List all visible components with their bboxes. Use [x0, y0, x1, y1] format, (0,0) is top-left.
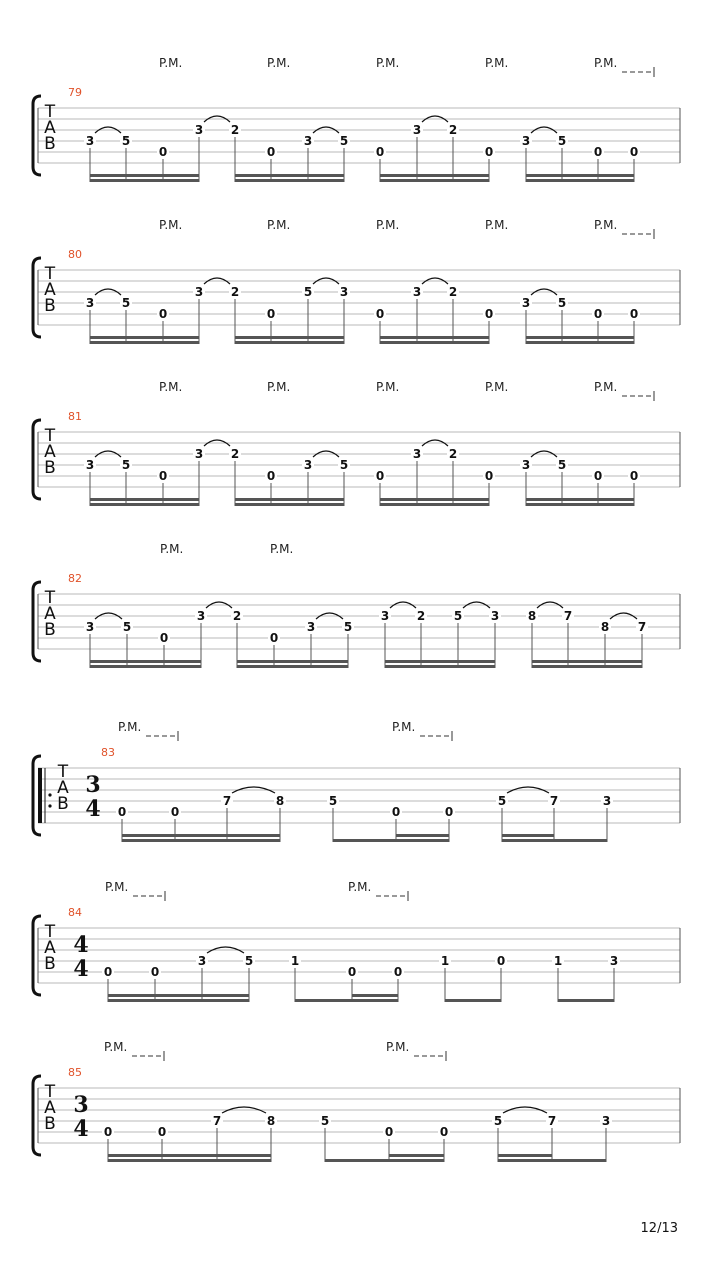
fret-number: 0 [158, 145, 168, 159]
beam-secondary [380, 336, 489, 339]
fret-number: 2 [448, 447, 458, 461]
beam-secondary [235, 336, 344, 339]
fret-number: 5 [121, 134, 131, 148]
fret-number: 2 [416, 609, 426, 623]
fret-number: 0 [266, 145, 276, 159]
beam-secondary [526, 174, 634, 177]
fret-number: 8 [527, 609, 537, 623]
palm-mute-label: P.M. [270, 542, 294, 556]
beam [235, 341, 344, 344]
repeat-bar-thick [38, 768, 42, 823]
fret-number: 5 [493, 1114, 503, 1128]
fret-number: 7 [549, 794, 559, 808]
palm-mute-label: P.M. [159, 218, 183, 232]
fret-number: 0 [103, 1125, 113, 1139]
fret-number: 5 [122, 620, 132, 634]
fret-number: 3 [601, 1114, 611, 1128]
beam-secondary [90, 660, 201, 663]
fret-number: 0 [170, 805, 180, 819]
measure-number: 84 [68, 906, 82, 919]
fret-number: 3 [412, 447, 422, 461]
fret-number: 3 [609, 954, 619, 968]
measure-number: 79 [68, 86, 82, 99]
tab-clef-letter: A [44, 442, 56, 462]
fret-number: 3 [194, 447, 204, 461]
beam [90, 665, 201, 668]
fret-number: 0 [117, 805, 127, 819]
time-signature-top: 3 [73, 1092, 89, 1118]
beam [235, 179, 344, 182]
tab-clef-letter: T [44, 102, 56, 122]
palm-mute-label: P.M. [376, 218, 400, 232]
beam [237, 665, 348, 668]
fret-number: 5 [328, 794, 338, 808]
beam [108, 1159, 271, 1162]
tab-clef-letter: A [44, 1098, 56, 1118]
palm-mute-label: P.M. [104, 1040, 128, 1054]
fret-number: 0 [439, 1125, 449, 1139]
beam [526, 179, 634, 182]
fret-number: 0 [629, 469, 639, 483]
tab-clef-letter: A [44, 118, 56, 138]
fret-number: 5 [339, 458, 349, 472]
beam [122, 839, 280, 842]
fret-number: 7 [212, 1114, 222, 1128]
tab-system [0, 714, 720, 854]
fret-number: 7 [637, 620, 647, 634]
repeat-dot [48, 804, 51, 807]
measure-number: 85 [68, 1066, 82, 1079]
fret-number: 1 [290, 954, 300, 968]
fret-number: 0 [347, 965, 357, 979]
beam-secondary [526, 498, 634, 501]
palm-mute-label: P.M. [485, 56, 509, 70]
beam [235, 503, 344, 506]
beam [532, 665, 642, 668]
fret-number: 0 [629, 145, 639, 159]
palm-mute-label: P.M. [160, 542, 184, 556]
beam-secondary [389, 1154, 444, 1157]
palm-mute-label: P.M. [159, 380, 183, 394]
time-signature-bottom: 4 [85, 796, 101, 822]
fret-number: 3 [412, 285, 422, 299]
fret-number: 1 [440, 954, 450, 968]
palm-mute-label: P.M. [267, 56, 291, 70]
beam-secondary [498, 1154, 552, 1157]
fret-number: 0 [384, 1125, 394, 1139]
fret-number: 0 [158, 307, 168, 321]
measure-number: 82 [68, 572, 82, 585]
beam [380, 341, 489, 344]
beam-secondary [235, 174, 344, 177]
fret-number: 1 [553, 954, 563, 968]
time-signature-bottom: 4 [73, 1116, 89, 1142]
fret-number: 0 [496, 954, 506, 968]
palm-mute-label: P.M. [267, 380, 291, 394]
beam-secondary [90, 336, 199, 339]
tab-staff [0, 212, 720, 352]
beam-secondary [396, 834, 449, 837]
fret-number: 3 [412, 123, 422, 137]
fret-number: 5 [303, 285, 313, 299]
fret-number: 3 [196, 609, 206, 623]
fret-number: 3 [490, 609, 500, 623]
fret-number: 2 [230, 447, 240, 461]
fret-number: 0 [593, 145, 603, 159]
palm-mute-label: P.M. [348, 880, 372, 894]
beam-secondary [380, 174, 489, 177]
beam [502, 839, 607, 842]
fret-number: 3 [306, 620, 316, 634]
measure-number: 81 [68, 410, 82, 423]
page-number: 12/13 [640, 1221, 678, 1236]
fret-number: 0 [393, 965, 403, 979]
tab-clef-letter: B [44, 620, 56, 640]
palm-mute-label: P.M. [386, 1040, 410, 1054]
fret-number: 0 [150, 965, 160, 979]
time-signature-top: 4 [73, 932, 89, 958]
time-signature-top: 3 [85, 772, 101, 798]
tab-staff [0, 374, 720, 514]
fret-number: 8 [275, 794, 285, 808]
beam-secondary [380, 498, 489, 501]
beam-secondary [532, 660, 642, 663]
beam-secondary [90, 498, 199, 501]
beam-secondary [122, 834, 280, 837]
fret-number: 3 [380, 609, 390, 623]
tab-staff [0, 714, 720, 854]
fret-number: 5 [497, 794, 507, 808]
beam [380, 179, 489, 182]
fret-number: 3 [85, 296, 95, 310]
fret-number: 5 [339, 134, 349, 148]
fret-number: 2 [230, 285, 240, 299]
beam-secondary [385, 660, 495, 663]
tab-clef-letter: T [44, 588, 56, 608]
fret-number: 3 [85, 458, 95, 472]
fret-number: 0 [375, 469, 385, 483]
tab-staff [0, 874, 720, 1014]
beam-secondary [108, 994, 249, 997]
palm-mute-label: P.M. [159, 56, 183, 70]
fret-number: 0 [593, 307, 603, 321]
fret-number: 7 [547, 1114, 557, 1128]
tab-clef-letter: A [44, 938, 56, 958]
fret-number: 2 [448, 285, 458, 299]
tab-system [0, 50, 720, 190]
palm-mute-label: P.M. [594, 218, 618, 232]
tab-system [0, 536, 720, 676]
beam [333, 839, 449, 842]
repeat-dot [48, 793, 51, 796]
beam-secondary [502, 834, 554, 837]
beam-secondary [235, 498, 344, 501]
tab-clef-letter: B [44, 954, 56, 974]
palm-mute-label: P.M. [267, 218, 291, 232]
beam [380, 503, 489, 506]
palm-mute-label: P.M. [594, 380, 618, 394]
tab-clef-letter: T [57, 762, 69, 782]
fret-number: 0 [158, 469, 168, 483]
time-signature-bottom: 4 [73, 956, 89, 982]
beam-secondary [90, 174, 199, 177]
tab-clef-letter: T [44, 1082, 56, 1102]
fret-number: 3 [194, 123, 204, 137]
beam [295, 999, 398, 1002]
tab-clef-letter: B [44, 296, 56, 316]
measure-number: 80 [68, 248, 82, 261]
fret-number: 0 [266, 469, 276, 483]
beam-secondary [237, 660, 348, 663]
tab-system [0, 874, 720, 1014]
tab-clef-letter: B [44, 134, 56, 154]
palm-mute-label: P.M. [392, 720, 416, 734]
palm-mute-label: P.M. [105, 880, 129, 894]
fret-number: 0 [391, 805, 401, 819]
beam [108, 999, 249, 1002]
beam [558, 999, 614, 1002]
tab-clef-letter: B [57, 794, 69, 814]
beam [90, 503, 199, 506]
fret-number: 3 [521, 458, 531, 472]
fret-number: 2 [232, 609, 242, 623]
fret-number: 2 [230, 123, 240, 137]
fret-number: 0 [269, 631, 279, 645]
fret-number: 0 [375, 307, 385, 321]
fret-number: 0 [157, 1125, 167, 1139]
fret-number: 0 [629, 307, 639, 321]
tab-staff [0, 1034, 720, 1174]
fret-number: 0 [159, 631, 169, 645]
beam [385, 665, 495, 668]
palm-mute-label: P.M. [485, 380, 509, 394]
fret-number: 5 [343, 620, 353, 634]
beam [526, 503, 634, 506]
tab-clef-letter: B [44, 1114, 56, 1134]
fret-number: 2 [448, 123, 458, 137]
fret-number: 0 [484, 145, 494, 159]
fret-number: 7 [222, 794, 232, 808]
tab-clef-letter: A [57, 778, 69, 798]
fret-number: 0 [444, 805, 454, 819]
fret-number: 3 [197, 954, 207, 968]
fret-number: 7 [563, 609, 573, 623]
tab-clef-letter: A [44, 280, 56, 300]
beam [445, 999, 501, 1002]
fret-number: 3 [85, 134, 95, 148]
beam-secondary [108, 1154, 271, 1157]
tab-staff [0, 536, 720, 676]
fret-number: 5 [453, 609, 463, 623]
tab-system [0, 1034, 720, 1174]
palm-mute-label: P.M. [594, 56, 618, 70]
fret-number: 3 [303, 134, 313, 148]
fret-number: 3 [339, 285, 349, 299]
fret-number: 8 [600, 620, 610, 634]
fret-number: 5 [121, 458, 131, 472]
fret-number: 0 [266, 307, 276, 321]
fret-number: 5 [121, 296, 131, 310]
fret-number: 0 [375, 145, 385, 159]
fret-number: 0 [593, 469, 603, 483]
tab-clef-letter: B [44, 458, 56, 478]
fret-number: 3 [85, 620, 95, 634]
palm-mute-label: P.M. [376, 56, 400, 70]
tab-system [0, 212, 720, 352]
fret-number: 5 [557, 296, 567, 310]
tab-clef-letter: A [44, 604, 56, 624]
fret-number: 0 [103, 965, 113, 979]
beam-secondary [352, 994, 398, 997]
fret-number: 3 [602, 794, 612, 808]
fret-number: 0 [484, 469, 494, 483]
beam-secondary [526, 336, 634, 339]
fret-number: 8 [266, 1114, 276, 1128]
fret-number: 5 [320, 1114, 330, 1128]
fret-number: 3 [303, 458, 313, 472]
beam [325, 1159, 444, 1162]
tab-clef-letter: T [44, 426, 56, 446]
tab-system [0, 374, 720, 514]
measure-number: 83 [101, 746, 115, 759]
fret-number: 3 [194, 285, 204, 299]
tab-clef-letter: T [44, 922, 56, 942]
palm-mute-label: P.M. [485, 218, 509, 232]
palm-mute-label: P.M. [376, 380, 400, 394]
fret-number: 3 [521, 134, 531, 148]
tab-staff [0, 50, 720, 190]
fret-number: 3 [521, 296, 531, 310]
tab-clef-letter: T [44, 264, 56, 284]
fret-number: 5 [244, 954, 254, 968]
fret-number: 5 [557, 458, 567, 472]
beam [498, 1159, 606, 1162]
beam [90, 179, 199, 182]
fret-number: 5 [557, 134, 567, 148]
beam [526, 341, 634, 344]
palm-mute-label: P.M. [118, 720, 142, 734]
beam [90, 341, 199, 344]
fret-number: 0 [484, 307, 494, 321]
